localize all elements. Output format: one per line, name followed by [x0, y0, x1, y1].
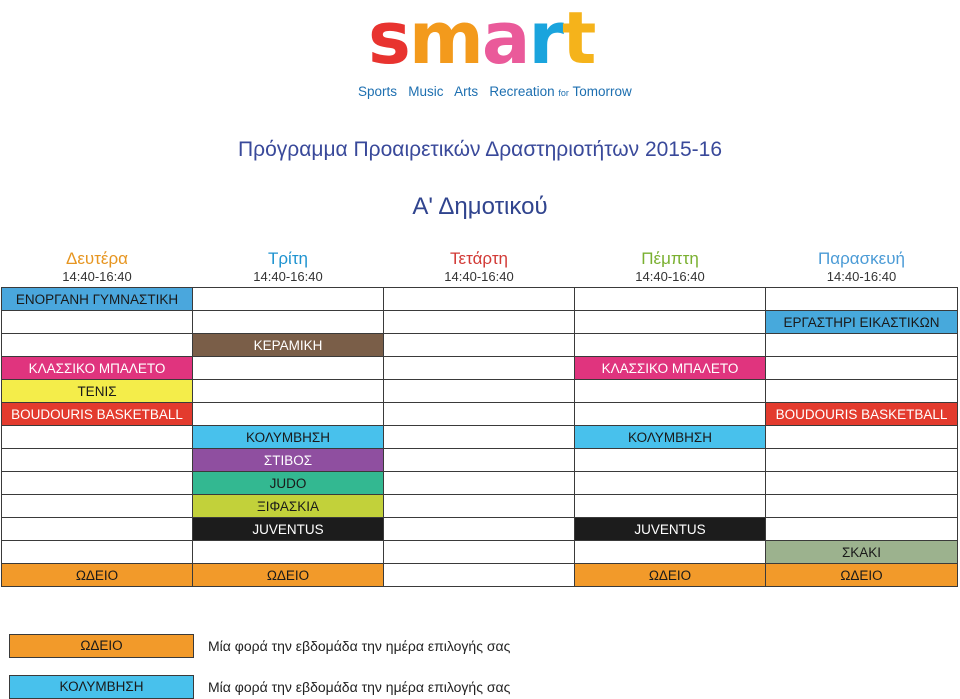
day-name: Δευτέρα: [65, 249, 129, 268]
logo-letter: s: [368, 0, 409, 80]
schedule-row: [2, 288, 958, 311]
empty-cell: [766, 449, 958, 472]
empty-cell: [766, 426, 958, 449]
logo-letter: r: [528, 0, 562, 80]
activity-cell: JUDO: [193, 472, 384, 495]
day-time: 14:40-16:40: [62, 269, 132, 284]
empty-cell: [766, 380, 958, 403]
activity-cell: ΚΕΡΑΜΙΚΗ: [193, 334, 384, 357]
empty-cell: [384, 426, 575, 449]
activity-cell: JUVENTUS: [193, 518, 384, 541]
empty-cell: [2, 449, 193, 472]
activity-cell: ΕΝΟΡΓΑΝΗ ΓΥΜΝΑΣΤΙΚΗ: [2, 288, 193, 311]
activity-cell: ΕΡΓΑΣΤΗΡΙ ΕΙΚΑΣΤΙΚΩΝ: [766, 311, 958, 334]
schedule-row: [2, 380, 958, 403]
empty-cell: [2, 426, 193, 449]
empty-cell: [2, 518, 193, 541]
empty-cell: [2, 541, 193, 564]
activity-cell: BOUDOURIS BASKETBALL: [766, 403, 958, 426]
empty-cell: [384, 449, 575, 472]
activity-cell: ΤΕΝΙΣ: [2, 380, 193, 403]
tagline-for: for: [558, 88, 569, 98]
tagline-arts: Arts: [454, 84, 479, 99]
empty-cell: [766, 472, 958, 495]
logo-letter: m: [408, 0, 482, 80]
empty-cell: [2, 311, 193, 334]
empty-cell: [2, 495, 193, 518]
activity-cell: ΩΔΕΙΟ: [2, 564, 193, 587]
empty-cell: [384, 472, 575, 495]
empty-cell: [384, 495, 575, 518]
empty-cell: [575, 288, 766, 311]
logo-letter: t: [562, 0, 595, 80]
schedule-row: [2, 541, 958, 564]
day-time: 14:40-16:40: [635, 269, 705, 284]
empty-cell: [575, 449, 766, 472]
tagline-music: Music: [408, 84, 444, 99]
day-time: 14:40-16:40: [826, 269, 897, 284]
tagline-sports: Sports: [358, 84, 398, 99]
empty-cell: [575, 472, 766, 495]
empty-cell: [575, 334, 766, 357]
empty-cell: [193, 357, 384, 380]
empty-cell: [384, 334, 575, 357]
empty-cell: [384, 380, 575, 403]
grade-title: Α' Δημοτικού: [412, 193, 548, 220]
empty-cell: [193, 311, 384, 334]
schedule-row: [2, 403, 958, 426]
empty-cell: [766, 288, 958, 311]
activity-cell: ΩΔΕΙΟ: [575, 564, 766, 587]
schedule-table: [1, 246, 958, 587]
logo-tagline: [358, 84, 632, 99]
empty-cell: [2, 472, 193, 495]
smart-wordmark: [368, 0, 594, 86]
activity-cell: ΩΔΕΙΟ: [193, 564, 384, 587]
empty-cell: [384, 288, 575, 311]
schedule-body: [2, 288, 958, 587]
activity-cell: ΚΛΑΣΣΙΚΟ ΜΠΑΛΕΤΟ: [575, 357, 766, 380]
empty-cell: [575, 495, 766, 518]
legend-key: ΩΔΕΙΟ: [9, 634, 194, 658]
empty-cell: [193, 380, 384, 403]
time-header-row: [2, 269, 958, 288]
smart-logo: [352, 0, 632, 104]
activity-cell: ΚΟΛΥΜΒΗΣΗ: [193, 426, 384, 449]
schedule-row: [2, 472, 958, 495]
empty-cell: [384, 541, 575, 564]
day-name: Τετάρτη: [450, 249, 508, 268]
schedule-row: [2, 449, 958, 472]
activity-cell: ΞΙΦΑΣΚΙΑ: [193, 495, 384, 518]
activity-cell: JUVENTUS: [575, 518, 766, 541]
day-time: 14:40-16:40: [444, 269, 514, 284]
legend-note: Μία φορά την εβδομάδα την ημέρα επιλογής σας: [208, 638, 511, 654]
empty-cell: [766, 495, 958, 518]
empty-cell: [2, 334, 193, 357]
empty-cell: [384, 564, 575, 587]
legend-key: ΚΟΛΥΜΒΗΣΗ: [9, 675, 194, 699]
day-name: Πέμπτη: [641, 249, 699, 268]
empty-cell: [384, 311, 575, 334]
empty-cell: [384, 357, 575, 380]
activity-cell: ΣΤΙΒΟΣ: [193, 449, 384, 472]
schedule-row: [2, 357, 958, 380]
empty-cell: [193, 541, 384, 564]
empty-cell: [193, 403, 384, 426]
activity-cell: BOUDOURIS BASKETBALL: [2, 403, 193, 426]
activity-cell: ΚΛΑΣΣΙΚΟ ΜΠΑΛΕΤΟ: [2, 357, 193, 380]
schedule-row: [2, 564, 958, 587]
day-name: Τρίτη: [267, 249, 308, 268]
empty-cell: [384, 403, 575, 426]
schedule-row: [2, 311, 958, 334]
empty-cell: [575, 541, 766, 564]
day-header-row: [2, 246, 958, 269]
page-title: Πρόγραμμα Προαιρετικών Δραστηριοτήτων 2015-16: [237, 138, 723, 161]
day-name: Παρασκευή: [818, 249, 905, 268]
empty-cell: [193, 288, 384, 311]
schedule-row: [2, 426, 958, 449]
schedule-row: [2, 334, 958, 357]
schedule-row: [2, 495, 958, 518]
tagline-recreation: Recreation: [489, 84, 555, 99]
logo-letter: a: [481, 0, 529, 80]
activity-cell: ΚΟΛΥΜΒΗΣΗ: [575, 426, 766, 449]
empty-cell: [575, 311, 766, 334]
empty-cell: [766, 357, 958, 380]
legend-note: Μία φορά την εβδομάδα την ημέρα επιλογής σας: [208, 679, 511, 695]
day-time: 14:40-16:40: [253, 269, 323, 284]
empty-cell: [766, 334, 958, 357]
empty-cell: [575, 403, 766, 426]
tagline-tomorrow: Tomorrow: [572, 84, 632, 99]
empty-cell: [766, 518, 958, 541]
activity-cell: ΣΚΑΚΙ: [766, 541, 958, 564]
activity-cell: ΩΔΕΙΟ: [766, 564, 958, 587]
empty-cell: [384, 518, 575, 541]
empty-cell: [575, 380, 766, 403]
schedule-row: [2, 518, 958, 541]
